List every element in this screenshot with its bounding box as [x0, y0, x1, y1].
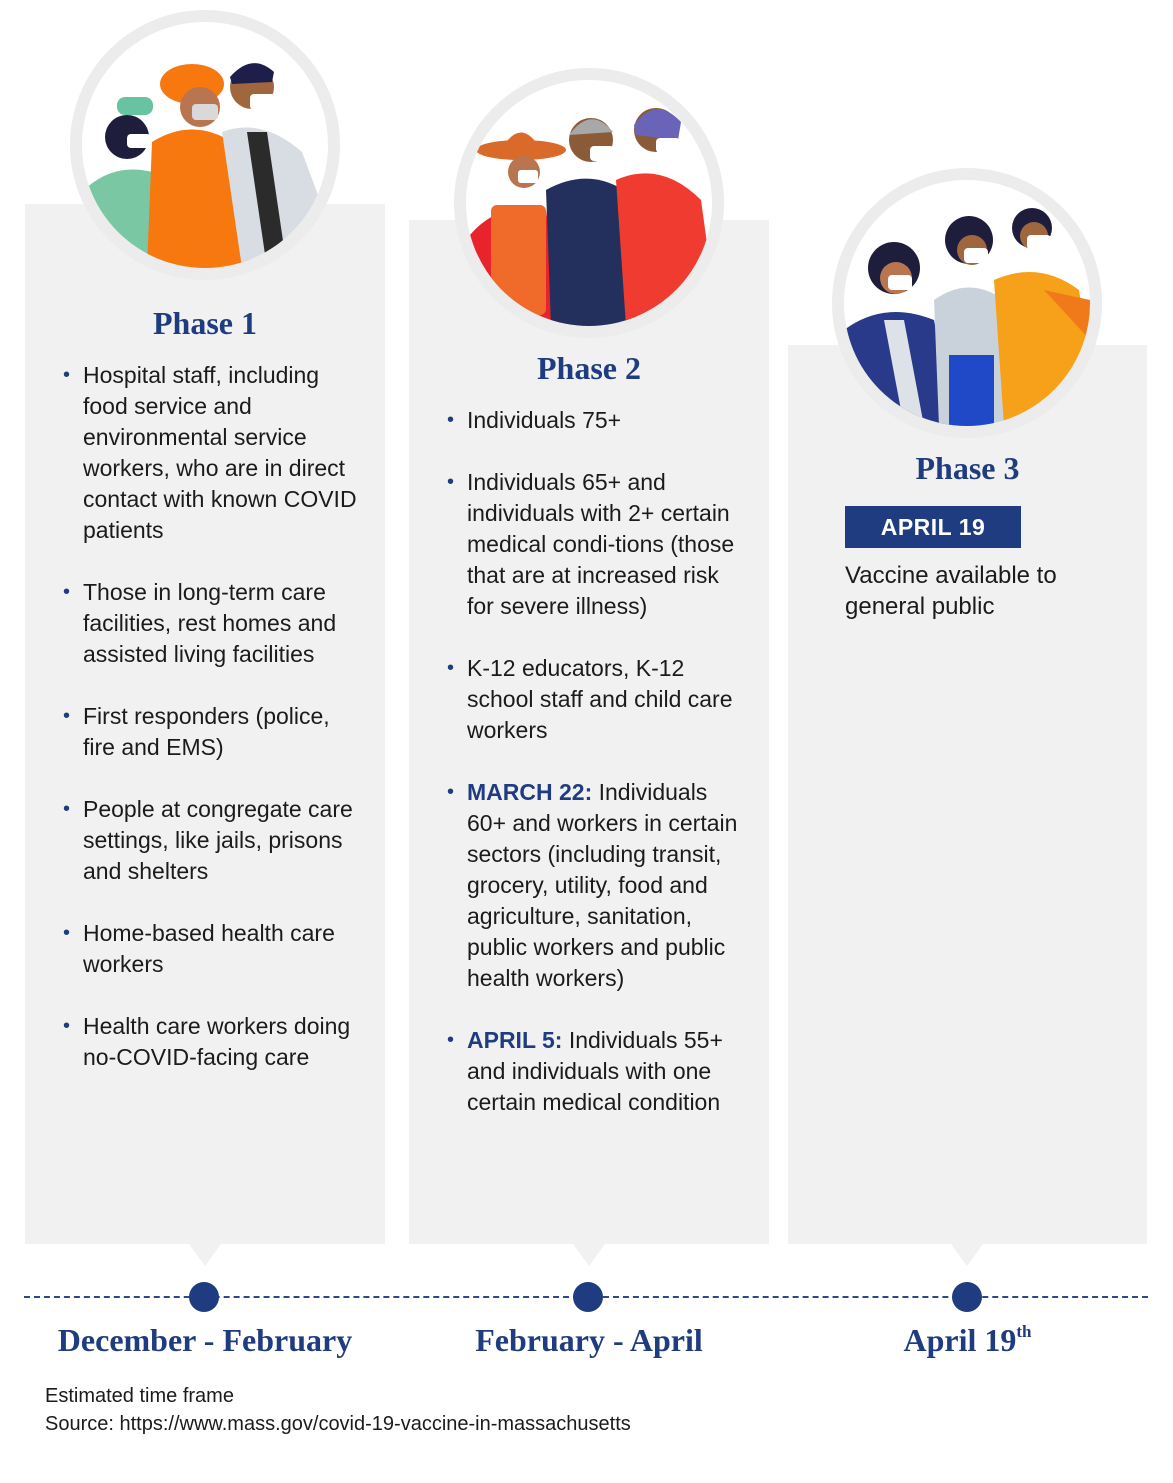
phase-3-pointer — [951, 1244, 983, 1266]
timeframe-label-2: February - April — [475, 1322, 703, 1358]
timeline-dot-1 — [189, 1282, 219, 1312]
list-item: • Those in long-term care facilities, rest homes and assisted living facilities — [63, 579, 337, 667]
phase-2-list — [447, 405, 752, 1149]
phase-1-list — [63, 360, 368, 1104]
footer-source: Source: https://www.mass.gov/covid-19-vaccine-in-massachusetts — [45, 1413, 631, 1435]
footer-note: Estimated time frame — [45, 1385, 234, 1407]
timeframe-label-1: December - February — [57, 1322, 353, 1358]
phase-2-title: Phase 2 — [537, 350, 641, 386]
phase-2-illustration — [454, 68, 724, 338]
list-item: • K-12 educators, K-12 school staff and child care workers — [447, 655, 733, 743]
list-item: • Hospital staff, including food service and environmental service workers, who are in direct contact with known COVID patients — [63, 362, 357, 543]
phase-3-illustration — [832, 168, 1102, 438]
date-label: APRIL 5: — [467, 1027, 563, 1053]
phase-2-pointer — [573, 1244, 605, 1266]
list-item: • Individuals 75+ — [447, 407, 622, 433]
timeline-dot-2 — [573, 1282, 603, 1312]
phase-3-title: Phase 3 — [915, 450, 1020, 486]
timeline-dot-3 — [952, 1282, 982, 1312]
phase-1-pointer — [189, 1244, 221, 1266]
list-item: • MARCH 22: Individuals 60+ and workers in certain sectors (including transit, grocery, utility, food and agriculture, sanitation, public workers and public health workers) — [447, 779, 738, 991]
list-item: • People at congregate care settings, like jails, prisons and shelters — [63, 796, 353, 884]
list-item: • First responders (police, fire and EMS) — [63, 703, 330, 760]
phase-3-description: Vaccine available to general public — [845, 562, 1057, 620]
date-label: MARCH 22: — [467, 779, 593, 805]
phase-1-title: Phase 1 — [153, 305, 257, 341]
timeframe-label-3: April 19th — [903, 1322, 1032, 1358]
phase-3-date-badge: APRIL 19 — [845, 506, 1021, 548]
list-item: • APRIL 5: Individuals 55+ and individuals with one certain medical condition — [447, 1027, 723, 1115]
phase-1-illustration — [70, 10, 340, 280]
list-item: • Health care workers doing no-COVID-facing care — [63, 1013, 351, 1070]
list-item: • Home-based health care workers — [63, 920, 335, 977]
list-item: • Individuals 65+ and individuals with 2+ certain medical condi-tions (those that are at increased risk for severe illness) — [447, 469, 735, 619]
